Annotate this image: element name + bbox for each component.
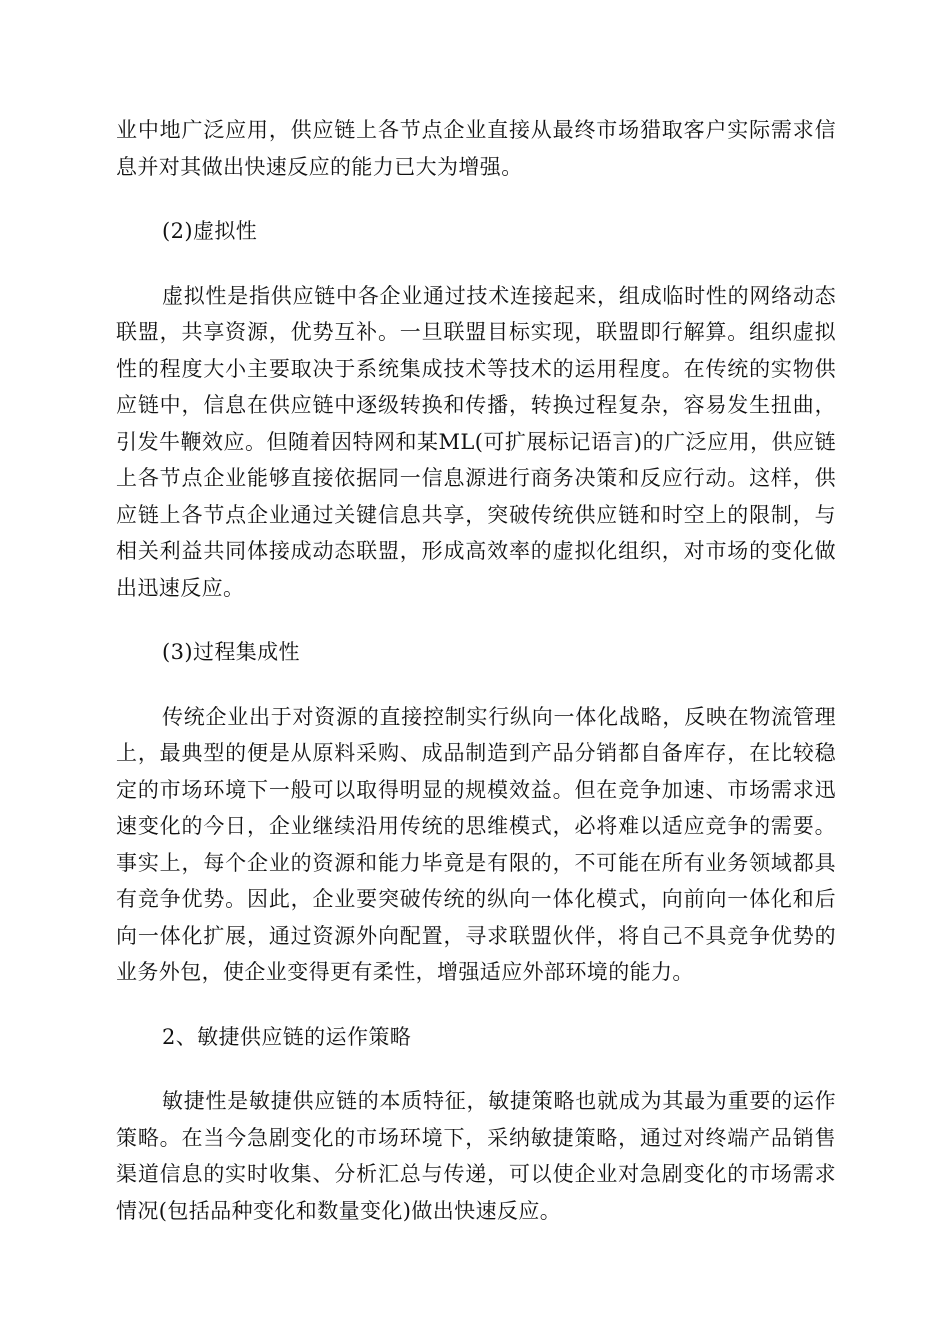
paragraph-gap [116, 1055, 836, 1083]
paragraph-gap [116, 606, 836, 634]
heading-process-integration: (3)过程集成性 [162, 640, 300, 664]
paragraph-gap [116, 185, 836, 213]
paragraph-gap [116, 991, 836, 1019]
paragraph-agile-strategy: 敏捷性是敏捷供应链的本质特征，敏捷策略也就成为其最为重要的运作策略。在当今急剧变化的市场环境下，采纳敏捷策略，通过对终端产品销售渠道信息的实时收集、分析汇总与传递，可以使企业对急剧变化的市场需求情况(包括品种变化和数量变化)做出快速反应。 [116, 1089, 836, 1223]
document-body [116, 112, 836, 1229]
heading-virtuality: (2)虚拟性 [162, 219, 258, 243]
paragraph-gap [116, 671, 836, 699]
heading-agile-strategy: 2、敏捷供应链的运作策略 [162, 1024, 412, 1049]
paragraph-gap [116, 250, 836, 278]
paragraph-process-integration: 传统企业出于对资源的直接控制实行纵向一体化战略，反映在物流管理上，最典型的便是从原料采购、成品制造到产品分销都自备库存，在比较稳定的市场环境下一般可以取得明显的规模效益。但在竞争加速、市场需求迅速变化的今日，企业继续沿用传统的思维模式，必将难以适应竞争的需要。事实上，每个企业的资源和能力毕竟是有限的，不可能在所有业务领域都具有竞争优势。因此，企业要突破传统的纵向一体化模式，向前向一体化和后向一体化扩展，通过资源外向配置，寻求联盟伙伴，将自己不具竞争优势的业务外包，使企业变得更有柔性，增强适应外部环境的能力。 [116, 704, 836, 984]
paragraph-virtuality: 虚拟性是指供应链中各企业通过技术连接起来，组成临时性的网络动态联盟，共享资源，优势互补。一旦联盟目标实现，联盟即行解算。组织虚拟性的程度大小主要取决于系统集成技术等技术的运用程度。在传统的实物供应链中，信息在供应链中逐级转换和传播，转换过程复杂，容易发生扭曲，引发牛鞭效应。但随着因特网和某ML(可扩展标记语言)的广泛应用，供应链上各节点企业能够直接依据同一信息源进行商务决策和反应行动。这样，供应链上各节点企业通过关键信息共享，突破传统供应链和时空上的限制，与相关利益共同体接成动态联盟，形成高效率的虚拟化组织，对市场的变化做出迅速反应。 [116, 283, 836, 600]
paragraph-continued: 业中地广泛应用，供应链上各节点企业直接从最终市场猎取客户实际需求信息并对其做出快速反应的能力已大为增强。 [116, 118, 836, 179]
